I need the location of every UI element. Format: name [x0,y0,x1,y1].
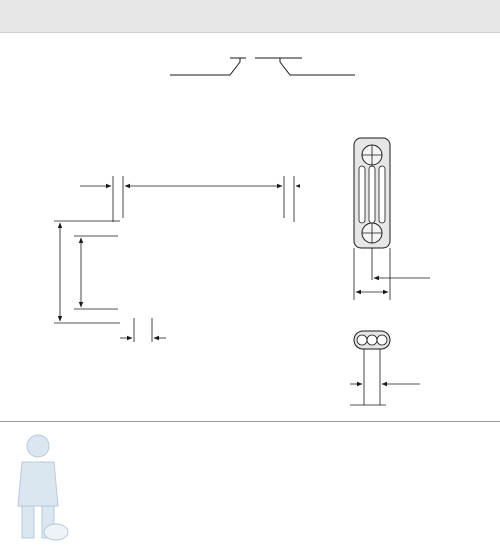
side-column-left [359,166,365,223]
plumber-mascot-icon [8,428,70,552]
radiator-front-view [0,0,300,360]
side-column-mid [369,166,375,223]
side-column-right [379,166,385,223]
watermark-text [478,420,498,550]
radiator-side-view [330,130,440,420]
section-divider [0,421,500,422]
